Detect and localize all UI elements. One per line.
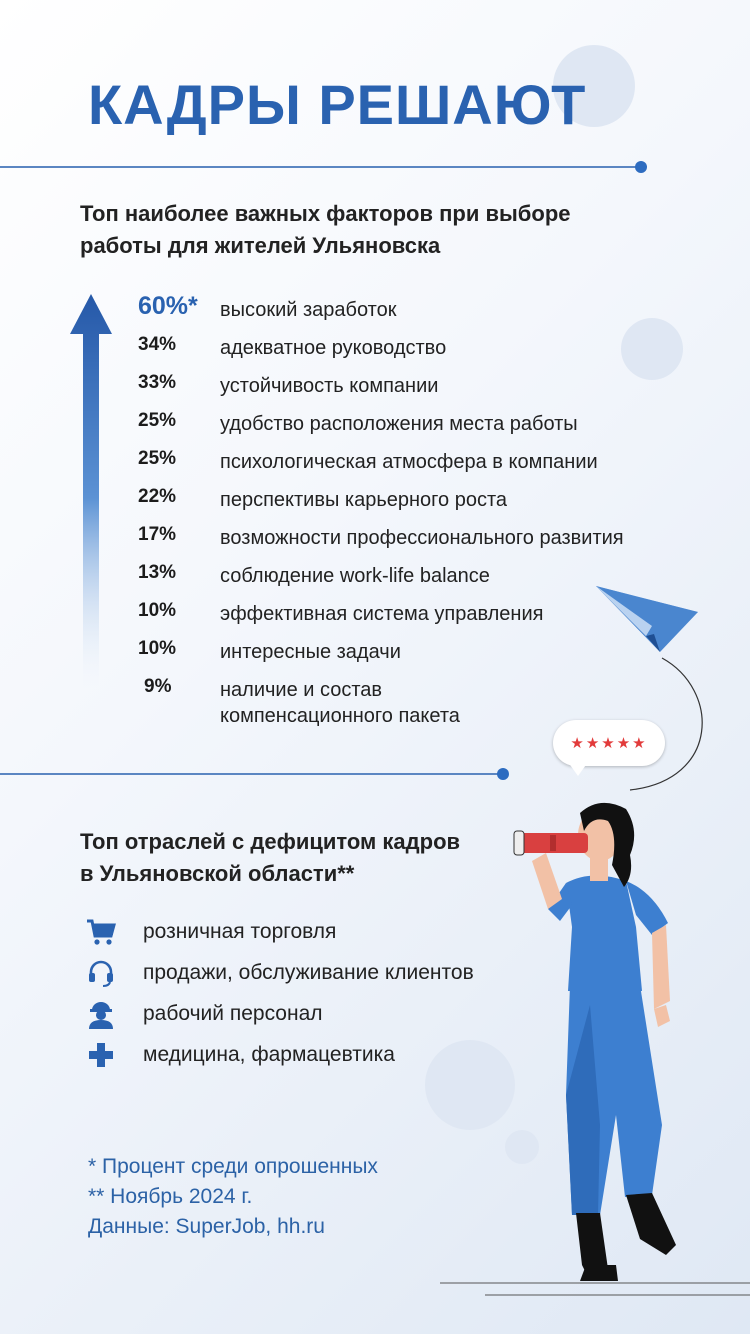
- woman-with-binoculars-illustration: [440, 795, 750, 1305]
- factors-heading-line1: Топ наиболее важных факторов при выборе: [80, 201, 571, 226]
- factor-percent: 10%: [138, 638, 177, 659]
- footnotes: [88, 1152, 378, 1242]
- page-title: КАДРЫ РЕШАЮТ: [88, 73, 587, 136]
- factor-label: устойчивость компании: [220, 375, 439, 397]
- factors-heading: [80, 198, 571, 262]
- factor-item: [0, 404, 750, 442]
- factor-percent: 9%: [144, 676, 172, 697]
- factor-label: [220, 677, 460, 729]
- shopping-cart-icon: [84, 915, 118, 949]
- worker-icon: [84, 997, 118, 1031]
- factor-percent: 13%: [138, 562, 177, 583]
- industries-heading-line2: в Ульяновской области**: [80, 861, 355, 886]
- medical-cross-icon: [84, 1038, 118, 1072]
- factor-percent: 10%: [138, 600, 177, 621]
- factor-percent: 34%: [138, 334, 177, 355]
- factor-item: [0, 442, 750, 480]
- industry-label: медицина, фармацевтика: [143, 1043, 395, 1066]
- industry-label: рабочий персонал: [143, 1002, 323, 1025]
- factor-label: психологическая атмосфера в компании: [220, 451, 598, 473]
- factor-label-line2: компенсационного пакета: [220, 705, 460, 727]
- factor-label: интересные задачи: [220, 641, 401, 663]
- footnote-date: ** Ноябрь 2024 г.: [88, 1185, 253, 1208]
- footnote-source: Данные: SuperJob, hh.ru: [88, 1215, 325, 1238]
- factor-percent: 25%: [138, 410, 177, 431]
- factor-item: [0, 366, 750, 404]
- headset-icon: [84, 956, 118, 990]
- factor-item: [0, 518, 750, 556]
- factor-percent: 33%: [138, 372, 177, 393]
- industries-heading-line1: Топ отраслей с дефицитом кадров: [80, 829, 461, 854]
- industries-heading: [80, 826, 460, 890]
- factor-percent: 17%: [138, 524, 177, 545]
- divider-middle-dot: [497, 768, 509, 780]
- rating-bubble-tail: [568, 762, 588, 776]
- industry-label: розничная торговля: [143, 920, 337, 943]
- factor-label: адекватное руководство: [220, 337, 447, 359]
- factor-label: эффективная система управления: [220, 603, 544, 625]
- factor-item: [0, 480, 750, 518]
- factor-item: [0, 290, 750, 328]
- divider-top: [0, 166, 640, 168]
- factor-label: высокий заработок: [220, 299, 397, 321]
- factor-label: соблюдение work-life balance: [220, 565, 490, 587]
- factor-label: перспективы карьерного роста: [220, 489, 508, 511]
- divider-top-dot: [635, 161, 647, 173]
- factor-label-line1: наличие и состав: [220, 679, 383, 701]
- industry-label: продажи, обслуживание клиентов: [143, 961, 474, 984]
- divider-middle: [0, 773, 500, 775]
- factor-item: [0, 328, 750, 366]
- factor-percent: 22%: [138, 486, 177, 507]
- factors-heading-line2: работы для жителей Ульяновска: [80, 233, 441, 258]
- footnote-percent: * Процент среди опрошенных: [88, 1155, 378, 1178]
- factor-percent: 25%: [138, 448, 177, 469]
- factor-label: удобство расположения места работы: [220, 413, 578, 435]
- factor-label: возможности профессионального развития: [220, 527, 624, 549]
- factor-percent: 60%*: [138, 292, 198, 320]
- rating-bubble: ★★★★★: [553, 720, 665, 766]
